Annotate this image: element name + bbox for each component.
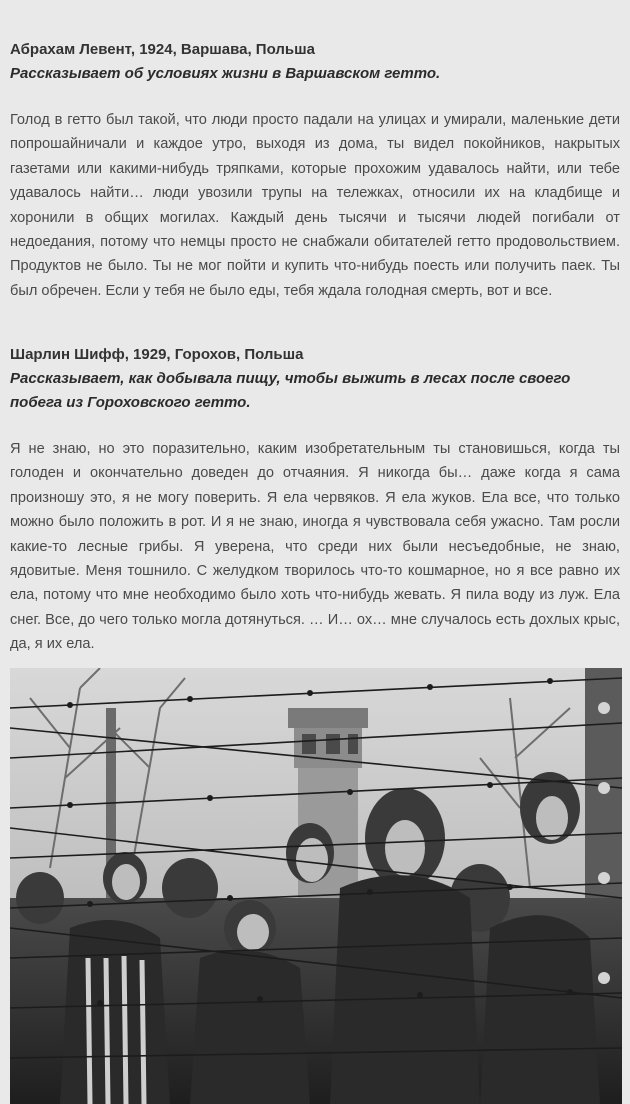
testimony-text: Голод в гетто был такой, что люди просто падали на улицах и умирали, маленькие дети попрошайничали и каждое утро, выходя из дома, ты видел покойников, накрытых газетами или какими-нибудь тряпками, которые прохожим удавалось найти, или тебе удавалось найти… люди увозили трупы на тележках, относили их на кладбище и хоронили в общих могилах. Каждый день тысячи и тысячи людей погибали от недоедания, потому что немцы просто не снабжали обитателей гетто продовольствием. Продуктов не было. Ты не мог пойти и купить что-нибудь поесть или получить паек. Ты был обречен. Если у тебя не было еды, тебя ждала голодная смерть, вот и все. [10,112,620,299]
author-heading: Абрахам Левент, 1924, Варшава, Польша [10,41,315,58]
author-heading: Шарлин Шифф, 1929, Горохов, Польша [10,346,304,363]
testimony-text: Я не знаю, но это поразительно, каким изобретательным ты становишься, когда ты голоден и окончательно доведен до отчаяния. Я никогда бы… даже когда я сама произношу это, я не могу поверить. Я ела червяков. Я ела жуков. Ела все, что только можно было положить в рот. И я не знаю, иногда я чувствовала себя ужасно. Там росли какие-то лесные грибы. Я уверена, что среди них были несъедобные, не знаю, ядовитые. Меня тошнило. С желудком творилось что-то кошмарное, но я все равно их ела, потому что мне необходимо было хоть что-нибудь жевать. Я пила воду из луж. Ела снег. Все, до чего только могла дотянуться. … И… ох… мне случалось есть дохлых крыс, да, я их ела. [10,441,620,653]
historical-photo [10,668,622,1104]
subtitle: Рассказывает об условиях жизни в Варшавском гетто. [10,65,441,82]
testimony-section-1 [10,38,620,303]
testimony-section-2 [10,343,620,657]
subtitle: Рассказывает, как добывала пищу, чтобы выжить в лесах после своего побега из Гороховского гетто. [10,370,571,411]
